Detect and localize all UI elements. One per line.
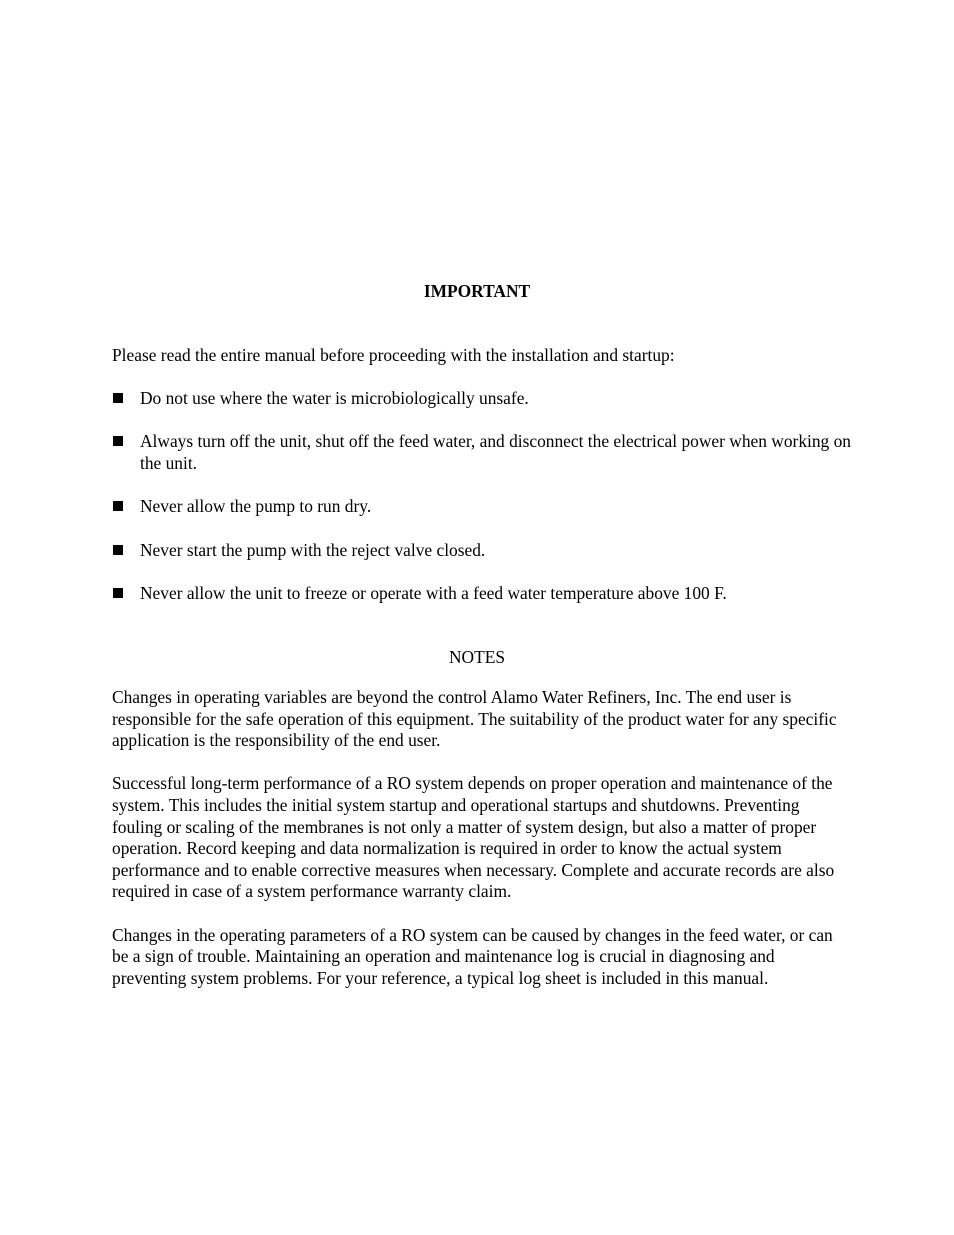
list-item xyxy=(112,388,852,410)
bullet-text: Never start the pump with the reject valve closed. xyxy=(140,539,486,560)
bullet-text: Never allow the pump to run dry. xyxy=(140,496,372,517)
note-paragraph: Changes in the operating parameters of a RO system can be caused by changes in the feed water, or can be a sign of trouble. Maintaining an operation and maintenance log is crucial in diagnosing and preventing system problems. For your reference, a typical log sheet is included in this manual. xyxy=(112,924,833,988)
square-bullet-icon xyxy=(113,545,123,555)
important-intro: Please read the entire manual before proceeding with the installation and startup: xyxy=(112,345,675,365)
note-paragraph: Successful long-term performance of a RO system depends on proper operation and maintenance of the system. This includes the initial system startup and operational startups and shutdowns. Preventing fouling or scaling of the membranes is not only a matter of system design, but also a matter of proper operation. Record keeping and data normalization is required in order to know the actual system performance and to enable corrective measures when necessary. Complete and accurate records are also required in case of a system performance warranty claim. xyxy=(112,773,835,902)
list-item xyxy=(112,583,852,605)
important-bullet-list xyxy=(112,388,852,627)
list-item xyxy=(112,540,852,562)
bullet-text: Always turn off the unit, shut off the feed water, and disconnect the electrical power when working on the unit. xyxy=(140,431,851,473)
list-item xyxy=(112,496,852,518)
square-bullet-icon xyxy=(113,501,123,511)
square-bullet-icon xyxy=(113,393,123,403)
important-heading: IMPORTANT xyxy=(423,281,531,301)
notes-section xyxy=(112,687,852,1011)
bullet-text: Do not use where the water is microbiologically unsafe. xyxy=(140,388,529,408)
list-item xyxy=(112,431,852,474)
square-bullet-icon xyxy=(113,588,123,598)
square-bullet-icon xyxy=(113,436,123,446)
note-paragraph: Changes in operating variables are beyond the control Alamo Water Refiners, Inc. The end user is responsible for the safe operation of this equipment. The suitability of the product water for any specific application is the responsibility of the end user. xyxy=(112,687,837,751)
bullet-text: Never allow the unit to freeze or operate with a feed water temperature above 100 F. xyxy=(140,583,727,604)
notes-heading: NOTES xyxy=(448,647,506,667)
